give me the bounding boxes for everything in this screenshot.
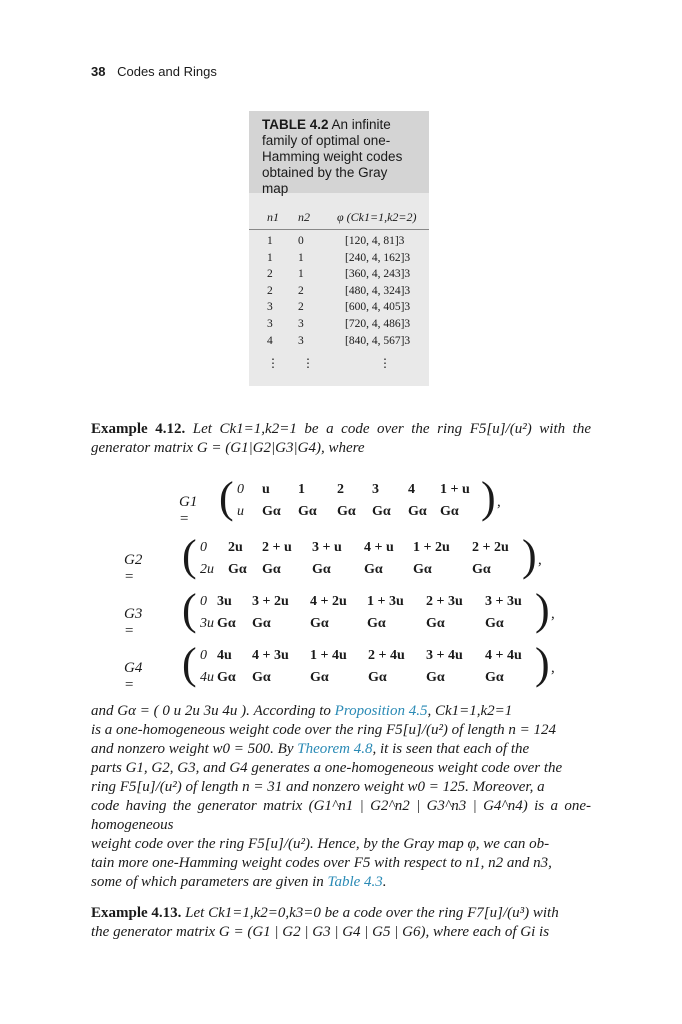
matrix-entry: 2 + u [262, 540, 292, 555]
right-paren: ) [535, 585, 550, 634]
matrix-entry: 3u [217, 594, 232, 609]
matrix-entry: 4 + 3u [252, 648, 289, 663]
matrix-entry: Gα [440, 504, 459, 519]
comma: , [551, 606, 555, 622]
matrix-entry: 1 + 2u [413, 540, 450, 555]
matrix-entry: Gα [337, 504, 356, 519]
matrix-entry: 1 + 4u [310, 648, 347, 663]
left-paren: ( [182, 585, 197, 634]
matrix-entry: Gα [228, 562, 247, 577]
example-4-13 [91, 904, 591, 942]
matrix-entry: 2 + 3u [426, 594, 463, 609]
matrix-entry: 4 + 2u [310, 594, 347, 609]
matrix-entry: Gα [298, 504, 317, 519]
proposition-4-5-link[interactable]: Proposition 4.5 [334, 703, 428, 719]
page-number: 38 [91, 64, 106, 79]
matrix-entry: Gα [485, 670, 504, 685]
matrix-entry: 1 + 3u [367, 594, 404, 609]
table-row [249, 301, 429, 318]
table-cell: 2 [267, 268, 273, 281]
example-4-12-label: Example 4.12. [91, 421, 186, 437]
matrix-name: G3 = [124, 606, 143, 639]
matrix-entry: 3 + 2u [252, 594, 289, 609]
example-4-13-label: Example 4.13. [91, 905, 182, 921]
matrix-entry: 0 [237, 482, 244, 497]
matrix-entry: 4 [408, 482, 415, 497]
table-cell: [480, 4, 324]3 [345, 284, 411, 297]
matrix-entry: Gα [262, 504, 281, 519]
matrix-entry: 4 + 4u [485, 648, 522, 663]
table-cell: 1 [267, 251, 273, 264]
body-line: Let Ck1=1,k2=0,k3=0 be a code over the ring F7[u]/(u³) with [185, 905, 559, 921]
running-title: Codes and Rings [117, 64, 217, 79]
table-col-phi: φ (Ck1=1,k2=2) [337, 210, 417, 224]
matrix-entry: Gα [408, 504, 427, 519]
matrix-entry: 4u [217, 648, 232, 663]
table-cell: 1 [267, 235, 273, 247]
matrix-entry: Gα [368, 670, 387, 685]
matrix-entry: Gα [310, 616, 329, 631]
matrix-entry: 1 [298, 482, 305, 497]
matrix-entry: 0 [200, 540, 207, 555]
matrix-name: G2 = [124, 552, 143, 585]
table-label: TABLE 4.2 [262, 117, 329, 132]
matrix-entry: Gα [310, 670, 329, 685]
table-cell: 3 [298, 334, 304, 347]
table-4-3-link[interactable]: Table 4.3 [327, 874, 383, 890]
right-paren: ) [522, 531, 537, 580]
matrix-entry: 0 [200, 594, 207, 609]
matrix-entry: Gα [413, 562, 432, 577]
matrix-entry: Gα [485, 616, 504, 631]
matrix-entry: 3 + u [312, 540, 342, 555]
left-paren: ( [182, 639, 197, 688]
matrix-entry: 2 [337, 482, 344, 497]
left-paren: ( [219, 473, 234, 522]
right-paren: ) [535, 639, 550, 688]
matrix-entry: Gα [262, 562, 281, 577]
table-cell: [720, 4, 486]3 [345, 318, 411, 330]
example-4-12-body [91, 702, 591, 892]
table-cell: 2 [267, 284, 273, 297]
matrix-entry: 3 [372, 482, 379, 497]
matrix-entry: Gα [372, 504, 391, 519]
left-paren: ( [182, 531, 197, 580]
table-cell: [600, 4, 405]3 [345, 301, 411, 314]
body-line: and nonzero weight w0 = 500. By [91, 741, 298, 757]
comma: , [538, 552, 542, 568]
body-line: is a one-homogeneous weight code over the ring F5[u]/(u²) of length n = 124 [91, 722, 556, 738]
table-cell: 2 [298, 301, 304, 314]
table-cell: 3 [267, 318, 273, 330]
body-line-tail: , Ck1=1,k2=1 [427, 703, 513, 719]
matrix-entry: 2u [200, 562, 214, 577]
body-line: and Gα = ( 0 u 2u 3u 4u ). According to [91, 703, 335, 719]
table-cell: 0 [298, 235, 304, 247]
table-4-2 [249, 111, 429, 386]
matrix-entry: u [262, 482, 270, 497]
ellipsis: ⋮ [267, 356, 279, 370]
table-cell: [360, 4, 243]3 [345, 268, 411, 281]
body-line: some of which parameters are given in [91, 874, 328, 890]
matrix-entry: u [237, 504, 244, 519]
matrix-entry: 0 [200, 648, 207, 663]
table-cell: 2 [298, 284, 304, 297]
table-row [249, 235, 429, 252]
body-line-tail: , it is seen that each of the [372, 741, 530, 757]
table-cell: 1 [298, 268, 304, 281]
ellipsis: ⋮ [379, 356, 391, 370]
body-line: code having the generator matrix (G1^n1 | G2^n2 | G3^n3 | G4^n4) is a one-homogeneous [91, 798, 591, 833]
table-caption [249, 111, 429, 196]
matrix-name: G4 = [124, 660, 143, 693]
body-line: weight code over the ring F5[u]/(u²). Hence, by the Gray map φ, we can ob- [91, 836, 550, 852]
table-cell: 3 [298, 318, 304, 330]
matrix-entry: 4u [200, 670, 214, 685]
table-col-n2: n2 [298, 210, 310, 224]
table-header-rule [249, 229, 429, 230]
body-line: ring F5[u]/(u²) of length n = 31 and nonzero weight w0 = 125. Moreover, a [91, 779, 545, 795]
table-row [249, 268, 429, 285]
table-col-n1: n1 [267, 210, 279, 224]
matrix-entry: 3 + 3u [485, 594, 522, 609]
table-cell: [840, 4, 567]3 [345, 334, 411, 347]
matrix-entry: 2 + 4u [368, 648, 405, 663]
comma: , [497, 494, 501, 510]
matrix-entry: 1 + u [440, 482, 470, 497]
matrix-entry: 3u [200, 616, 214, 631]
table-cell: 1 [298, 251, 304, 264]
table-cell: [120, 4, 81]3 [345, 235, 405, 247]
table-row [249, 335, 429, 352]
table-row [249, 285, 429, 302]
table-cell: [240, 4, 162]3 [345, 251, 411, 264]
matrix-entry: Gα [217, 670, 236, 685]
matrix-entry: 3 + 4u [426, 648, 463, 663]
table-row [249, 252, 429, 269]
comma: , [551, 660, 555, 676]
table-cell: 4 [267, 334, 273, 347]
running-header [91, 64, 217, 79]
body-line: tain more one-Hamming weight codes over F5 with respect to n1, n2 and n3, [91, 855, 552, 871]
matrix-entry: Gα [252, 616, 271, 631]
matrix-entry: Gα [217, 616, 236, 631]
example-4-12-intro [91, 420, 591, 458]
matrix-entry: 4 + u [364, 540, 394, 555]
matrix-entry: 2u [228, 540, 243, 555]
matrix-entry: Gα [367, 616, 386, 631]
matrix-entry: Gα [426, 670, 445, 685]
matrix-entry: 2 + 2u [472, 540, 509, 555]
matrix-entry: Gα [472, 562, 491, 577]
table-cell: 3 [267, 301, 273, 314]
theorem-4-8-link[interactable]: Theorem 4.8 [297, 741, 373, 757]
body-line: parts G1, G2, G3, and G4 generates a one-homogeneous weight code over the [91, 760, 563, 776]
matrix-entry: Gα [426, 616, 445, 631]
matrix-entry: Gα [364, 562, 383, 577]
table-caption-text: An infinite family of optimal one-Hamming weight codes obtained by the Gray map [262, 117, 403, 196]
right-paren: ) [481, 473, 496, 522]
body-line: the generator matrix G = (G1 | G2 | G3 | G4 | G5 | G6), where each of Gi is [91, 924, 550, 940]
example-4-12-intro-text: Let Ck1=1,k2=1 be a code over the ring F5[u]/(u²) with the generator matrix G = (G1|G2|G3|G4), where [91, 421, 591, 456]
matrix-entry: Gα [252, 670, 271, 685]
body-line-tail: . [382, 874, 387, 890]
table-row [249, 318, 429, 335]
ellipsis: ⋮ [302, 356, 314, 370]
matrix-entry: Gα [312, 562, 331, 577]
matrix-name: G1 = [179, 494, 198, 527]
